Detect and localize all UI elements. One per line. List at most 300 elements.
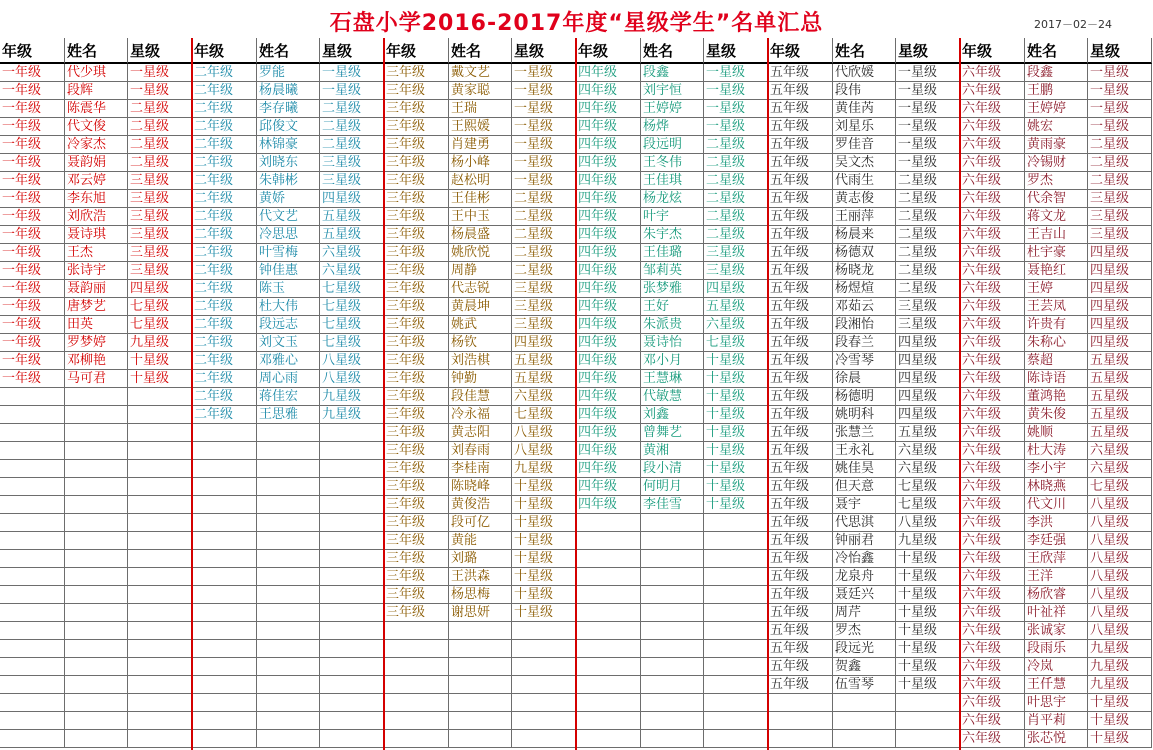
cell-grade xyxy=(576,550,641,568)
cell-name: 杨龙炫 xyxy=(641,190,704,208)
cell-star xyxy=(704,676,768,694)
cell-star: 十星级 xyxy=(896,568,960,586)
cell-name xyxy=(257,478,320,496)
cell-star xyxy=(320,460,384,478)
cell-grade xyxy=(576,568,641,586)
cell-name xyxy=(257,712,320,730)
cell-name: 李桂南 xyxy=(449,460,512,478)
cell-grade: 三年级 xyxy=(384,532,449,550)
cell-grade: 三年级 xyxy=(384,478,449,496)
cell-star xyxy=(704,622,768,640)
cell-star xyxy=(704,586,768,604)
header-grade: 年级 xyxy=(576,38,641,64)
cell-name: 黄晨坤 xyxy=(449,298,512,316)
cell-star xyxy=(320,586,384,604)
cell-star: 一星级 xyxy=(512,172,576,190)
header-name: 姓名 xyxy=(65,38,128,64)
cell-name xyxy=(65,586,128,604)
cell-grade xyxy=(0,478,65,496)
cell-star: 十星级 xyxy=(896,604,960,622)
cell-star: 一星级 xyxy=(512,100,576,118)
cell-grade: 三年级 xyxy=(384,118,449,136)
cell-name: 杨晓龙 xyxy=(833,262,896,280)
cell-star: 二星级 xyxy=(896,262,960,280)
cell-name xyxy=(257,676,320,694)
cell-star xyxy=(704,514,768,532)
cell-name: 段远明 xyxy=(641,136,704,154)
cell-name: 张诚家 xyxy=(1025,622,1088,640)
cell-name: 王洋 xyxy=(1025,568,1088,586)
cell-name: 李佳雪 xyxy=(641,496,704,514)
cell-name: 王婷婷 xyxy=(641,100,704,118)
cell-grade: 六年级 xyxy=(960,658,1025,676)
cell-grade: 三年级 xyxy=(384,262,449,280)
cell-grade: 六年级 xyxy=(960,694,1025,712)
cell-grade: 三年级 xyxy=(384,352,449,370)
cell-name xyxy=(641,658,704,676)
cell-name xyxy=(641,586,704,604)
cell-star xyxy=(704,730,768,748)
cell-star xyxy=(128,694,192,712)
cell-star: 一星级 xyxy=(1088,82,1152,100)
header-grade: 年级 xyxy=(768,38,833,64)
cell-grade: 五年级 xyxy=(768,208,833,226)
cell-name: 李洪 xyxy=(1025,514,1088,532)
cell-star: 一星级 xyxy=(1088,100,1152,118)
cell-grade: 二年级 xyxy=(192,298,257,316)
cell-grade: 三年级 xyxy=(384,316,449,334)
cell-star: 十星级 xyxy=(1088,712,1152,730)
cell-star: 十星级 xyxy=(704,460,768,478)
cell-name: 聂艳红 xyxy=(1025,262,1088,280)
cell-star: 三星级 xyxy=(320,154,384,172)
cell-star xyxy=(320,694,384,712)
cell-grade: 三年级 xyxy=(384,334,449,352)
cell-star: 十星级 xyxy=(704,388,768,406)
cell-grade: 五年级 xyxy=(768,154,833,172)
cell-name: 邓雅心 xyxy=(257,352,320,370)
cell-grade xyxy=(0,640,65,658)
cell-star: 八星级 xyxy=(1088,550,1152,568)
cell-name: 贺鑫 xyxy=(833,658,896,676)
cell-grade: 六年级 xyxy=(960,262,1025,280)
cell-name xyxy=(641,622,704,640)
cell-grade: 一年级 xyxy=(0,226,65,244)
cell-star: 十星级 xyxy=(704,478,768,496)
cell-star: 七星级 xyxy=(704,334,768,352)
cell-name: 代余智 xyxy=(1025,190,1088,208)
cell-star xyxy=(512,730,576,748)
cell-grade: 一年级 xyxy=(0,370,65,388)
cell-name: 钟勤 xyxy=(449,370,512,388)
cell-star: 十星级 xyxy=(512,514,576,532)
cell-grade: 六年级 xyxy=(960,730,1025,748)
cell-grade: 四年级 xyxy=(576,496,641,514)
cell-grade: 三年级 xyxy=(384,442,449,460)
cell-star: 十星级 xyxy=(896,658,960,676)
cell-grade xyxy=(0,460,65,478)
cell-grade: 四年级 xyxy=(576,208,641,226)
cell-grade: 六年级 xyxy=(960,406,1025,424)
cell-star: 十星级 xyxy=(512,532,576,550)
cell-name: 杨德明 xyxy=(833,388,896,406)
cell-grade xyxy=(192,514,257,532)
cell-name: 叶思宇 xyxy=(1025,694,1088,712)
cell-star: 五星级 xyxy=(320,226,384,244)
cell-grade xyxy=(384,676,449,694)
cell-grade: 五年级 xyxy=(768,478,833,496)
cell-name: 杨欣睿 xyxy=(1025,586,1088,604)
cell-grade: 四年级 xyxy=(576,118,641,136)
cell-name: 罗梦婷 xyxy=(65,334,128,352)
cell-star xyxy=(704,712,768,730)
cell-star xyxy=(320,532,384,550)
cell-name: 刘宇恒 xyxy=(641,82,704,100)
cell-star: 五星级 xyxy=(704,298,768,316)
cell-grade: 三年级 xyxy=(384,388,449,406)
cell-name: 朱称心 xyxy=(1025,334,1088,352)
cell-star xyxy=(128,604,192,622)
cell-star: 一星级 xyxy=(512,118,576,136)
cell-name xyxy=(449,676,512,694)
cell-grade xyxy=(0,424,65,442)
cell-name: 代文俊 xyxy=(65,118,128,136)
cell-star: 六星级 xyxy=(512,388,576,406)
cell-name: 陈震华 xyxy=(65,100,128,118)
cell-name: 唐梦艺 xyxy=(65,298,128,316)
header-name: 姓名 xyxy=(833,38,896,64)
cell-name xyxy=(641,604,704,622)
cell-name xyxy=(641,640,704,658)
cell-grade: 四年级 xyxy=(576,298,641,316)
cell-star: 三星级 xyxy=(896,298,960,316)
cell-grade: 一年级 xyxy=(0,190,65,208)
cell-grade: 四年级 xyxy=(576,280,641,298)
cell-name: 姚宏 xyxy=(1025,118,1088,136)
cell-grade: 五年级 xyxy=(768,262,833,280)
cell-grade: 六年级 xyxy=(960,586,1025,604)
cell-name: 张诗宇 xyxy=(65,262,128,280)
cell-star: 二星级 xyxy=(896,172,960,190)
cell-name: 聂韵娟 xyxy=(65,154,128,172)
cell-grade: 四年级 xyxy=(576,316,641,334)
cell-name xyxy=(65,676,128,694)
cell-name: 黄朱俊 xyxy=(1025,406,1088,424)
cell-grade: 二年级 xyxy=(192,64,257,82)
cell-name: 刘浩棋 xyxy=(449,352,512,370)
cell-name: 周心雨 xyxy=(257,370,320,388)
cell-grade: 四年级 xyxy=(576,172,641,190)
cell-name: 邹莉英 xyxy=(641,262,704,280)
cell-grade: 二年级 xyxy=(192,244,257,262)
cell-name xyxy=(257,604,320,622)
cell-grade: 五年级 xyxy=(768,352,833,370)
cell-name: 杨晨盛 xyxy=(449,226,512,244)
cell-name: 曾舞艺 xyxy=(641,424,704,442)
cell-name xyxy=(257,550,320,568)
cell-grade: 六年级 xyxy=(960,514,1025,532)
cell-name: 代文川 xyxy=(1025,496,1088,514)
cell-star: 四星级 xyxy=(1088,262,1152,280)
cell-name: 姚武 xyxy=(449,316,512,334)
cell-name: 蒋文龙 xyxy=(1025,208,1088,226)
cell-star: 二星级 xyxy=(320,136,384,154)
cell-star: 二星级 xyxy=(704,154,768,172)
cell-name: 王瑞 xyxy=(449,100,512,118)
cell-grade: 四年级 xyxy=(576,136,641,154)
cell-star: 二星级 xyxy=(128,136,192,154)
cell-star: 一星级 xyxy=(896,64,960,82)
cell-grade: 六年级 xyxy=(960,154,1025,172)
cell-star xyxy=(320,730,384,748)
cell-name: 杨烨 xyxy=(641,118,704,136)
cell-name: 朱韩彬 xyxy=(257,172,320,190)
cell-name: 冷思思 xyxy=(257,226,320,244)
cell-name xyxy=(65,622,128,640)
cell-name: 王好 xyxy=(641,298,704,316)
cell-star xyxy=(128,460,192,478)
cell-name: 何明月 xyxy=(641,478,704,496)
cell-star: 十星级 xyxy=(512,496,576,514)
cell-star: 十星级 xyxy=(704,442,768,460)
cell-star: 三星级 xyxy=(128,208,192,226)
cell-name xyxy=(65,442,128,460)
cell-name: 黄佳芮 xyxy=(833,100,896,118)
cell-grade: 五年级 xyxy=(768,586,833,604)
cell-name xyxy=(65,694,128,712)
cell-name xyxy=(65,640,128,658)
cell-grade: 五年级 xyxy=(768,388,833,406)
cell-grade: 六年级 xyxy=(960,640,1025,658)
cell-name: 叶雪梅 xyxy=(257,244,320,262)
cell-star xyxy=(128,640,192,658)
cell-star: 四星级 xyxy=(1088,316,1152,334)
cell-name: 段伟 xyxy=(833,82,896,100)
cell-grade xyxy=(576,586,641,604)
cell-grade: 三年级 xyxy=(384,604,449,622)
cell-grade: 四年级 xyxy=(576,334,641,352)
header-name: 姓名 xyxy=(257,38,320,64)
cell-name xyxy=(257,442,320,460)
cell-name: 吴文杰 xyxy=(833,154,896,172)
cell-star: 九星级 xyxy=(512,460,576,478)
cell-star: 十星级 xyxy=(704,424,768,442)
cell-star: 四星级 xyxy=(512,334,576,352)
cell-star: 十星级 xyxy=(512,568,576,586)
cell-star xyxy=(128,550,192,568)
cell-grade: 二年级 xyxy=(192,280,257,298)
cell-grade: 五年级 xyxy=(768,604,833,622)
cell-star: 十星级 xyxy=(896,676,960,694)
cell-grade: 六年级 xyxy=(960,442,1025,460)
cell-star xyxy=(512,712,576,730)
cell-star: 一星级 xyxy=(896,100,960,118)
cell-name xyxy=(257,496,320,514)
cell-grade: 二年级 xyxy=(192,352,257,370)
cell-grade: 二年级 xyxy=(192,208,257,226)
cell-name: 杨德双 xyxy=(833,244,896,262)
cell-name: 姚佳昊 xyxy=(833,460,896,478)
cell-grade xyxy=(192,694,257,712)
cell-grade: 四年级 xyxy=(576,262,641,280)
cell-name: 肖建勇 xyxy=(449,136,512,154)
cell-star: 八星级 xyxy=(1088,568,1152,586)
cell-name: 聂诗琪 xyxy=(65,226,128,244)
cell-name: 林晓燕 xyxy=(1025,478,1088,496)
cell-name: 邓茹云 xyxy=(833,298,896,316)
cell-grade: 二年级 xyxy=(192,82,257,100)
cell-name xyxy=(257,730,320,748)
cell-name: 刘星乐 xyxy=(833,118,896,136)
cell-grade: 五年级 xyxy=(768,316,833,334)
cell-grade: 六年级 xyxy=(960,244,1025,262)
cell-star: 二星级 xyxy=(128,118,192,136)
cell-name xyxy=(449,640,512,658)
cell-grade: 二年级 xyxy=(192,226,257,244)
cell-star xyxy=(320,676,384,694)
cell-grade: 五年级 xyxy=(768,64,833,82)
cell-grade xyxy=(192,496,257,514)
cell-grade xyxy=(576,676,641,694)
cell-name: 冷岚 xyxy=(1025,658,1088,676)
cell-name: 田英 xyxy=(65,316,128,334)
cell-star: 二星级 xyxy=(512,226,576,244)
cell-star: 六星级 xyxy=(1088,460,1152,478)
cell-star xyxy=(704,640,768,658)
cell-grade xyxy=(0,586,65,604)
cell-name: 陈诗语 xyxy=(1025,370,1088,388)
cell-star: 四星级 xyxy=(1088,334,1152,352)
cell-name: 李廷强 xyxy=(1025,532,1088,550)
cell-name: 黄家聪 xyxy=(449,82,512,100)
cell-name xyxy=(65,604,128,622)
cell-star: 四星级 xyxy=(1088,244,1152,262)
cell-grade: 二年级 xyxy=(192,388,257,406)
cell-grade xyxy=(192,730,257,748)
cell-name xyxy=(65,712,128,730)
cell-grade xyxy=(768,694,833,712)
cell-grade: 五年级 xyxy=(768,226,833,244)
cell-grade: 三年级 xyxy=(384,64,449,82)
cell-grade: 五年级 xyxy=(768,550,833,568)
cell-grade: 一年级 xyxy=(0,316,65,334)
cell-grade: 五年级 xyxy=(768,622,833,640)
cell-name: 杜大涛 xyxy=(1025,442,1088,460)
cell-grade xyxy=(0,658,65,676)
cell-star: 一星级 xyxy=(1088,118,1152,136)
cell-grade: 六年级 xyxy=(960,316,1025,334)
cell-grade: 六年级 xyxy=(960,532,1025,550)
cell-grade: 二年级 xyxy=(192,190,257,208)
cell-name: 杜大伟 xyxy=(257,298,320,316)
cell-grade: 五年级 xyxy=(768,298,833,316)
cell-name: 杨晨曦 xyxy=(257,82,320,100)
cell-name: 段雨乐 xyxy=(1025,640,1088,658)
cell-grade: 六年级 xyxy=(960,712,1025,730)
cell-grade: 三年级 xyxy=(384,244,449,262)
cell-grade: 六年级 xyxy=(960,190,1025,208)
cell-grade: 六年级 xyxy=(960,280,1025,298)
cell-star: 七星级 xyxy=(128,316,192,334)
cell-star: 一星级 xyxy=(320,82,384,100)
cell-grade: 五年级 xyxy=(768,100,833,118)
cell-name: 冷锡财 xyxy=(1025,154,1088,172)
cell-grade: 五年级 xyxy=(768,280,833,298)
cell-grade: 二年级 xyxy=(192,100,257,118)
cell-star: 十星级 xyxy=(704,496,768,514)
cell-grade: 五年级 xyxy=(768,424,833,442)
cell-name: 王佳璐 xyxy=(641,244,704,262)
cell-name: 但天意 xyxy=(833,478,896,496)
cell-grade: 五年级 xyxy=(768,658,833,676)
cell-grade: 四年级 xyxy=(576,352,641,370)
cell-name: 段佳慧 xyxy=(449,388,512,406)
cell-name: 黄湘 xyxy=(641,442,704,460)
cell-name: 黄志俊 xyxy=(833,190,896,208)
cell-star: 五星级 xyxy=(1088,388,1152,406)
cell-star: 三星级 xyxy=(1088,190,1152,208)
cell-star: 四星级 xyxy=(128,280,192,298)
cell-name: 段春兰 xyxy=(833,334,896,352)
cell-grade xyxy=(576,658,641,676)
cell-grade: 三年级 xyxy=(384,514,449,532)
cell-star: 二星级 xyxy=(1088,136,1152,154)
cell-name: 段辉 xyxy=(65,82,128,100)
cell-name: 罗佳音 xyxy=(833,136,896,154)
cell-name xyxy=(641,676,704,694)
cell-star: 五星级 xyxy=(512,370,576,388)
cell-grade: 六年级 xyxy=(960,64,1025,82)
cell-name xyxy=(257,658,320,676)
cell-grade: 三年级 xyxy=(384,100,449,118)
cell-star: 十星级 xyxy=(1088,694,1152,712)
cell-star: 一星级 xyxy=(512,82,576,100)
grade-block-5 xyxy=(768,38,960,750)
cell-name xyxy=(833,730,896,748)
cell-star: 九星级 xyxy=(1088,640,1152,658)
cell-grade: 一年级 xyxy=(0,82,65,100)
cell-name: 冷家杰 xyxy=(65,136,128,154)
cell-star: 二星级 xyxy=(896,280,960,298)
cell-grade xyxy=(192,550,257,568)
cell-grade: 三年级 xyxy=(384,280,449,298)
cell-name xyxy=(449,730,512,748)
cell-grade: 六年级 xyxy=(960,550,1025,568)
cell-grade xyxy=(384,658,449,676)
cell-grade xyxy=(0,568,65,586)
cell-star: 八星级 xyxy=(512,442,576,460)
cell-name: 肖平莉 xyxy=(1025,712,1088,730)
cell-grade xyxy=(192,586,257,604)
cell-star xyxy=(512,622,576,640)
cell-grade: 一年级 xyxy=(0,352,65,370)
cell-name: 王丽萍 xyxy=(833,208,896,226)
cell-grade: 六年级 xyxy=(960,496,1025,514)
cell-star: 二星级 xyxy=(1088,172,1152,190)
cell-grade: 二年级 xyxy=(192,118,257,136)
cell-grade xyxy=(0,496,65,514)
cell-grade: 五年级 xyxy=(768,118,833,136)
cell-grade: 三年级 xyxy=(384,298,449,316)
cell-name xyxy=(65,550,128,568)
cell-grade: 六年级 xyxy=(960,136,1025,154)
cell-name: 王中玉 xyxy=(449,208,512,226)
cell-name xyxy=(449,658,512,676)
cell-star xyxy=(128,676,192,694)
cell-star xyxy=(320,550,384,568)
grade-block-6 xyxy=(960,38,1152,750)
cell-star: 九星级 xyxy=(1088,676,1152,694)
